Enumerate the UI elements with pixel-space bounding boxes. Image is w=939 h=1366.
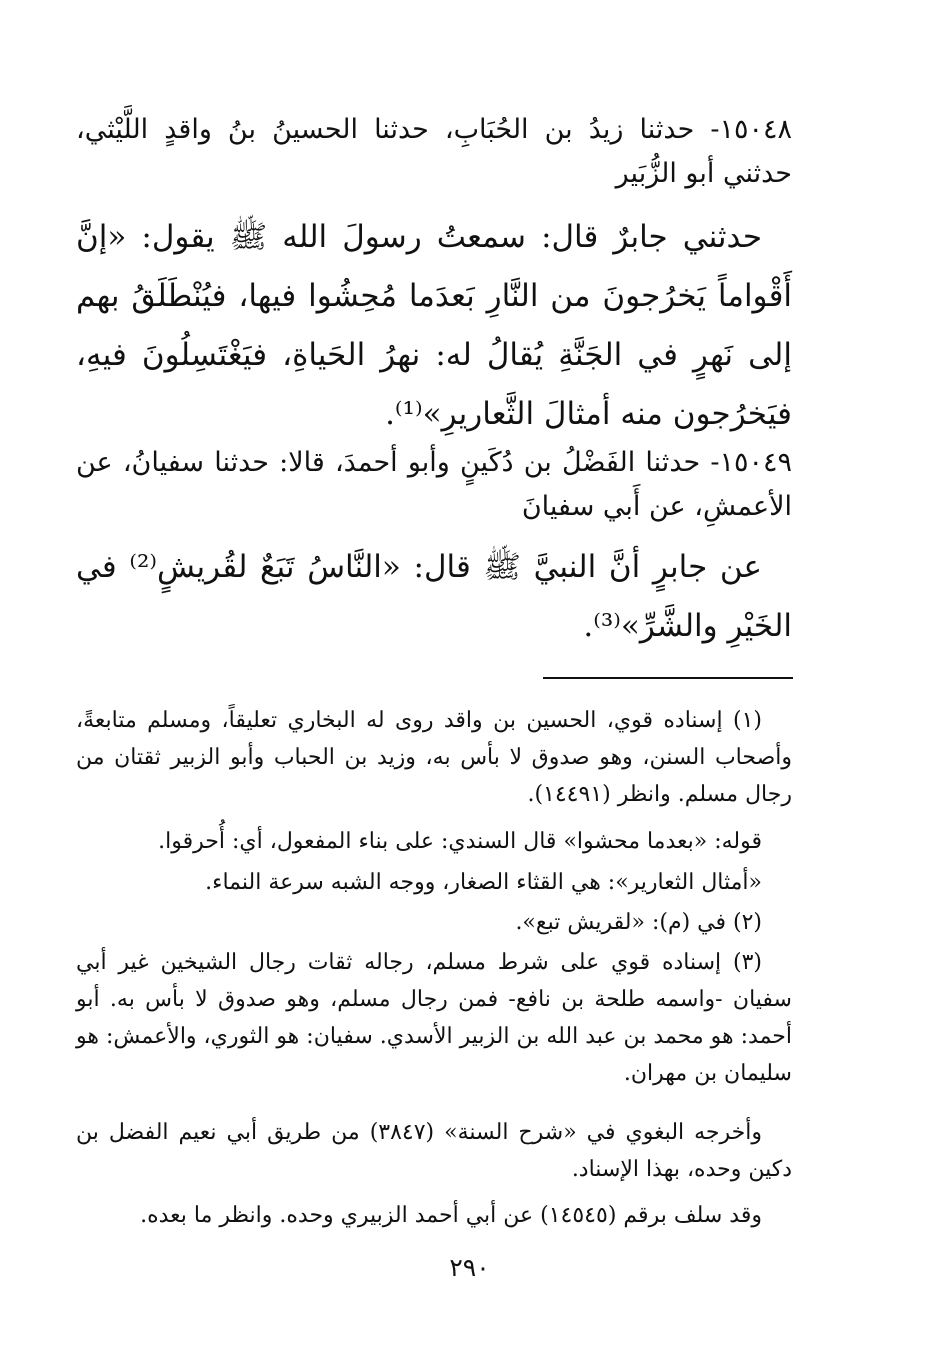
- footnote-3-note-b: وقد سلف برقم (١٤٥٤٥) عن أبي أحمد الزبيري وحده. وانظر ما بعده.: [140, 1203, 762, 1228]
- page-number: ٢٩٠: [449, 1253, 490, 1282]
- hadith-15049-text: عن جابرٍ أنَّ النبيَّ ﷺ قال: «النَّاسُ تَبَعٌ لقُريشٍ⁽²⁾ في الخَيْرِ والشَّرِّ»⁽³⁾.: [76, 549, 792, 644]
- hadith-15048-text: حدثني جابرٌ قال: سمعتُ رسولَ الله ﷺ يقول: «إنَّ أَقْواماً يَخرُجونَ من النَّارِ بَعدَما مُحِشُوا فيها، فيُنْطَلَقُ بهم إلى نَهرٍ في الجَنَّةِ يُقالُ له: نهرُ الحَياةِ، فيَغْتَسِلُونَ فيهِ، فيَخرُجون منه أمثالَ الثَّعاريرِ»⁽¹⁾.: [76, 219, 792, 432]
- footnote-3-note-a: وأخرجه البغوي في «شرح السنة» (٣٨٤٧) من طريق أبي نعيم الفضل بن دكين وحده، بهذا الإسناد.: [76, 1120, 792, 1182]
- footnote-divider: [543, 677, 793, 679]
- footnote-3: (٣) إسناده قوي على شرط مسلم، رجاله ثقات رجال الشيخين غير أبي سفيان -واسمه طلحة بن نافع- فمن رجال مسلم، وهو صدوق لا بأس به. أبو أحمد: هو محمد بن عبد الله بن الزبير الأسدي. سفيان: هو الثوري، والأعمش: هو سليمان بن مهران.: [76, 950, 792, 1086]
- footnote-1: (١) إسناده قوي، الحسين بن واقد روى له البخاري تعليقاً، ومسلم متابعةً، وأصحاب السنن، وهو صدوق لا بأس به، وزيد بن الحباب وأبو الزبير ثقتان من رجال مسلم. وانظر (١٤٤٩١).: [76, 708, 792, 807]
- hadith-15049-chain: ١٥٠٤٩- حدثنا الفَضْلُ بن دُكَينٍ وأبو أحمدَ، قالا: حدثنا سفيانُ، عن الأعمشِ، عن أَبي سفيانَ: [76, 447, 792, 522]
- footnote-2: (٢) في (م): «لقريش تبع».: [515, 910, 762, 935]
- hadith-15048-chain: ١٥٠٤٨- حدثنا زيدُ بن الحُبَابِ، حدثنا الحسينُ بنُ واقدٍ اللَّيْثي، حدثني أبو الزُّبَير: [76, 114, 792, 189]
- footnote-1-note-b: «أمثال الثعارير»: هي القثاء الصغار، ووجه الشبه سرعة النماء.: [205, 870, 762, 895]
- footnote-1-note-a: قوله: «بعدما محشوا» قال السندي: على بناء المفعول، أي: أُحرقوا.: [158, 829, 762, 854]
